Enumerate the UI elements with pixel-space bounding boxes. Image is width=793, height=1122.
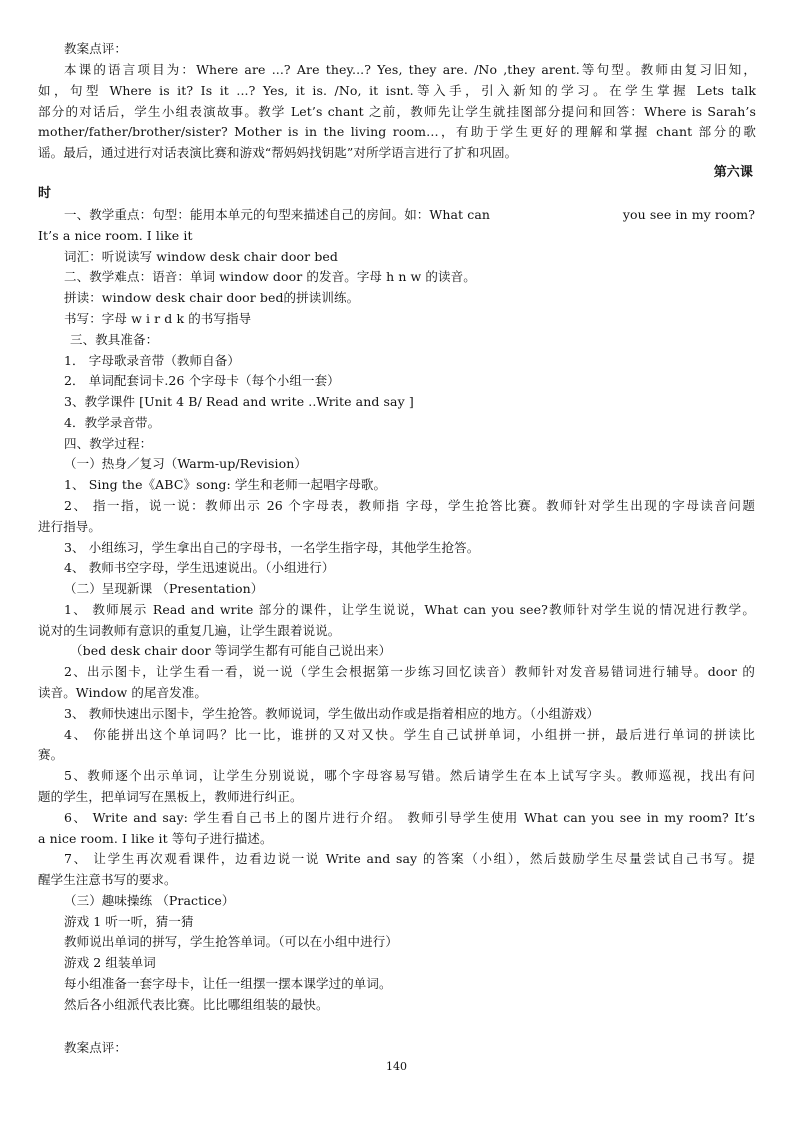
presentation-item: 题的学生，把单词写在黑板上，教师进行纠正。 (38, 789, 303, 804)
prep-item: 3、教学课件 [Unit 4 B/ Read and write ..Write and say ] (64, 394, 414, 409)
page-number: 140 (386, 1060, 407, 1073)
lesson-title-continuation: 时 (38, 186, 52, 201)
lesson-title: 第六课 (713, 165, 753, 180)
presentation-item: 2、出示图卡，让学生看一看，说一说（学生会根据第一步练习回忆读音）教师针对发音易错词进行辅导。door 的 (64, 664, 755, 679)
presentation-item: 赛。 (38, 747, 64, 762)
presentation-item: 7、 让学生再次观看课件，边看边说一说 Write and say 的答案（小组），然后鼓励学生尽量尝试自己书写。提 (64, 851, 755, 866)
warmup-item: 进行指导。 (38, 519, 102, 534)
review-bottom-heading: 教案点评： (64, 1040, 128, 1055)
prep-item: 2． 单词配套词卡.26 个字母卡（每个小组一套） (64, 373, 340, 388)
focus-line: 一、教学重点：句型：能用本单元的句型来描述自己的房间。如：What can (64, 207, 491, 222)
warmup-item: 4、 教师书空字母，学生迅速说出。（小组进行） (64, 560, 335, 575)
warmup-item: 1、 Sing the《ABC》song: 学生和老师一起唱字母歌。 (64, 477, 387, 492)
review-text-line: 本课的语言项目为：Where are ...? Are they...? Yes, they are. /No ,they arent.等句型。教师由复习旧知， (64, 62, 756, 77)
practice-item: 每小组准备一套字母卡，让任一组摆一摆本课学过的单词。 (64, 976, 392, 991)
review-heading: 教案点评： (64, 41, 128, 56)
practice-heading: （三）趣味操练 （Practice） (64, 893, 235, 908)
focus-line-right: you see in my room? (622, 207, 755, 222)
review-text-line: mother/father/brother/sister? Mother is in the living room…，有助于学生更好的理解和掌握 chant 部分的歌 (38, 124, 756, 139)
review-text-line: 谣。最后，通过进行对话表演比赛和游戏“帮妈妈找钥匙”对所学语言进行了扩和巩固。 (38, 145, 518, 160)
practice-item: 游戏 2 组装单词 (64, 955, 156, 970)
practice-item: 教师说出单词的拼写，学生抢答单词。（可以在小组中进行） (64, 934, 398, 949)
prep-item: 1． 字母歌录音带（教师自备） (64, 353, 240, 368)
presentation-item: 1、 教师展示 Read and write 部分的课件，让学生说说，What can you see?教师针对学生说的情况进行教学。 (64, 602, 755, 617)
warmup-heading: （一）热身／复习（Warm-up/Revision） (64, 456, 307, 471)
warmup-item: 2、 指一指，说一说：教师出示 26 个字母表，教师指 字母，学生抢答比赛。教师针对学生出现的字母读音问题 (64, 498, 755, 513)
prep-heading: 三、教具准备： (70, 332, 159, 347)
review-text-line: 部分的对话后，学生小组表演故事。教学 Let’s chant 之前，教师先让学生就挂图部分提问和回答：Where is Sarah’s (38, 104, 756, 119)
presentation-item: 4、 你能拼出这个单词吗？比一比，谁拼的又对又快。学生自己试拼单词，小组拼一拼，最后进行单词的拼读比 (64, 727, 755, 742)
presentation-item: 6、 Write and say: 学生看自己书上的图片进行介绍。 教师引导学生使用 What can you see in my room? It’s (64, 810, 755, 825)
presentation-item: a nice room. I like it 等句子进行描述。 (38, 831, 273, 846)
presentation-item: 5、教师逐个出示单词，让学生分别说说，哪个字母容易写错。然后请学生在本上试写字头。教师巡视，找出有问 (64, 768, 755, 783)
presentation-item: 醒学生注意书写的要求。 (38, 872, 177, 887)
presentation-item: 说对的生词教师有意识的重复几遍，让学生跟着说说。 (38, 623, 341, 638)
presentation-item: （bed desk chair door 等词学生都有可能自己说出来） (70, 643, 392, 658)
process-heading: 四、教学过程： (64, 436, 153, 451)
focus-sentence: It’s a nice room. I like it (38, 228, 193, 243)
difficulty-writing: 书写：字母 w i r d k 的书写指导 (64, 311, 252, 326)
focus-vocab: 词汇：听说读写 window desk chair door bed (64, 249, 339, 264)
presentation-item: 3、 教师快速出示图卡，学生抢答。教师说词，学生做出动作或是指着相应的地方。（小组游戏） (64, 706, 600, 721)
warmup-item: 3、 小组练习，学生拿出自己的字母书，一名学生指字母，其他学生抢答。 (64, 540, 480, 555)
practice-item: 然后各小组派代表比赛。比比哪组组装的最快。 (64, 997, 329, 1012)
presentation-item: 读音。Window 的尾音发准。 (38, 685, 207, 700)
difficulty-spelling: 拼读：window desk chair door bed的拼读训练。 (64, 290, 360, 305)
review-text-line: 如，句型 Where is it? Is it ...? Yes, it is. /No, it isnt.等入手，引入新知的学习。在学生掌握 Lets talk (38, 83, 756, 98)
prep-item: 4．教学录音带。 (64, 415, 161, 430)
presentation-heading: （二）呈现新课 （Presentation） (64, 581, 264, 596)
practice-item: 游戏 1 听一听，猜一猜 (64, 914, 194, 929)
difficulty-line: 二、教学难点：语音：单词 window door 的发音。字母 h n w 的读音。 (64, 269, 476, 284)
